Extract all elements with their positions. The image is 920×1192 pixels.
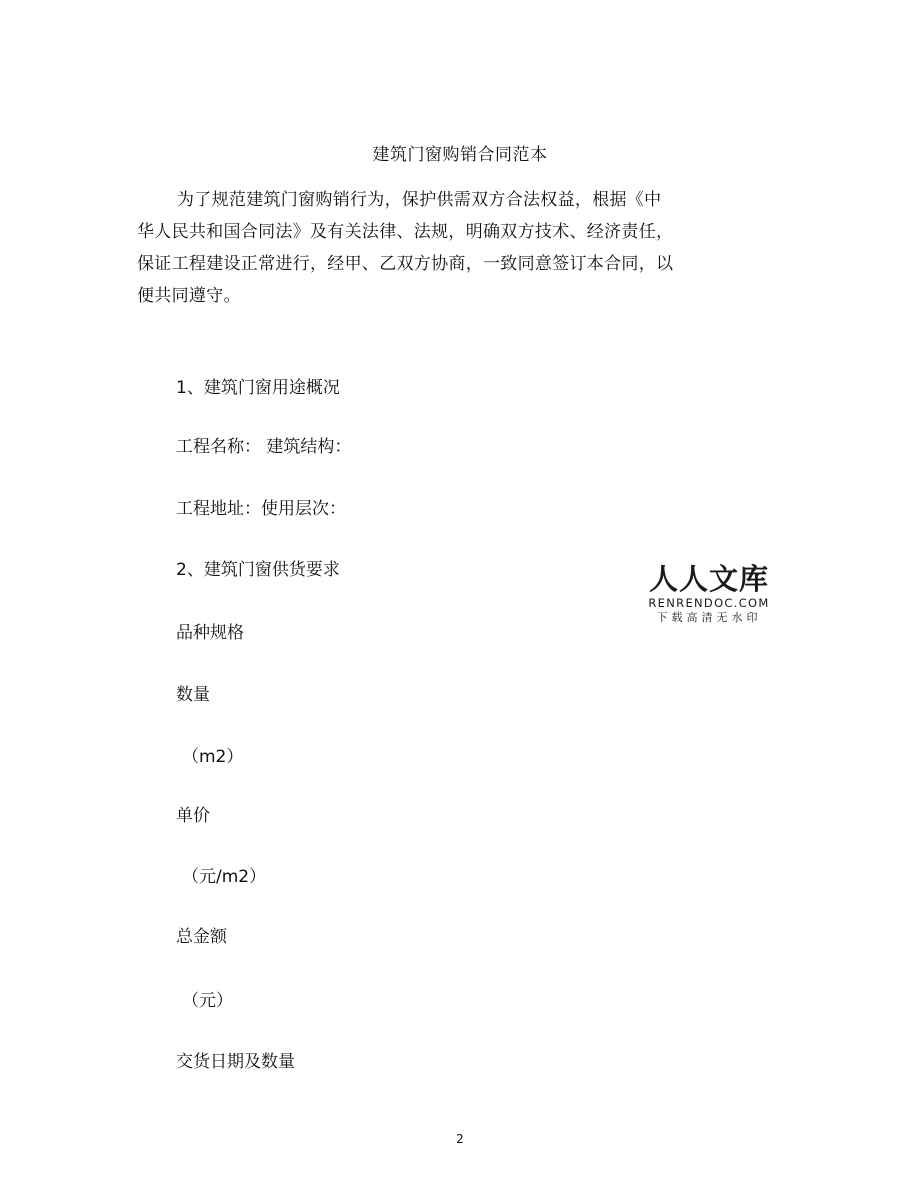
total-amount-label: 总金额 — [176, 927, 227, 947]
spec-label: 品种规格 — [176, 623, 244, 643]
delivery-date-label: 交货日期及数量 — [176, 1052, 295, 1072]
unit-price-unit: （元/m2） — [182, 867, 267, 887]
quantity-unit: （m2） — [182, 747, 244, 767]
watermark-domain: RENRENDOC.COM — [648, 596, 770, 610]
project-address-line: 工程地址：使用层次： — [176, 499, 346, 519]
section-2-heading: 2、建筑门窗供货要求 — [176, 560, 340, 580]
intro-paragraph — [137, 184, 677, 312]
section-1-heading: 1、建筑门窗用途概况 — [176, 378, 340, 398]
intro-text: 为了规范建筑门窗购销行为，保护供需双方合法权益，根据《中华人民共和国合同法》及有关法律、法规，明确双方技术、经济责任，保证工程建设正常进行，经甲、乙双方协商，一致同意签订本合同，以便共同遵守。 — [137, 190, 674, 306]
project-name-line: 工程名称： 建筑结构： — [176, 437, 352, 457]
unit-price-label: 单价 — [176, 806, 210, 826]
total-amount-unit: （元） — [182, 991, 233, 1011]
watermark-tagline: 下载高清无水印 — [656, 611, 762, 624]
quantity-label: 数量 — [176, 685, 210, 705]
watermark-logo — [646, 562, 772, 625]
page-number: 2 — [456, 1132, 464, 1146]
document-title: 建筑门窗购销合同范本 — [372, 145, 548, 165]
watermark-brand: 人人文库 — [648, 562, 769, 596]
